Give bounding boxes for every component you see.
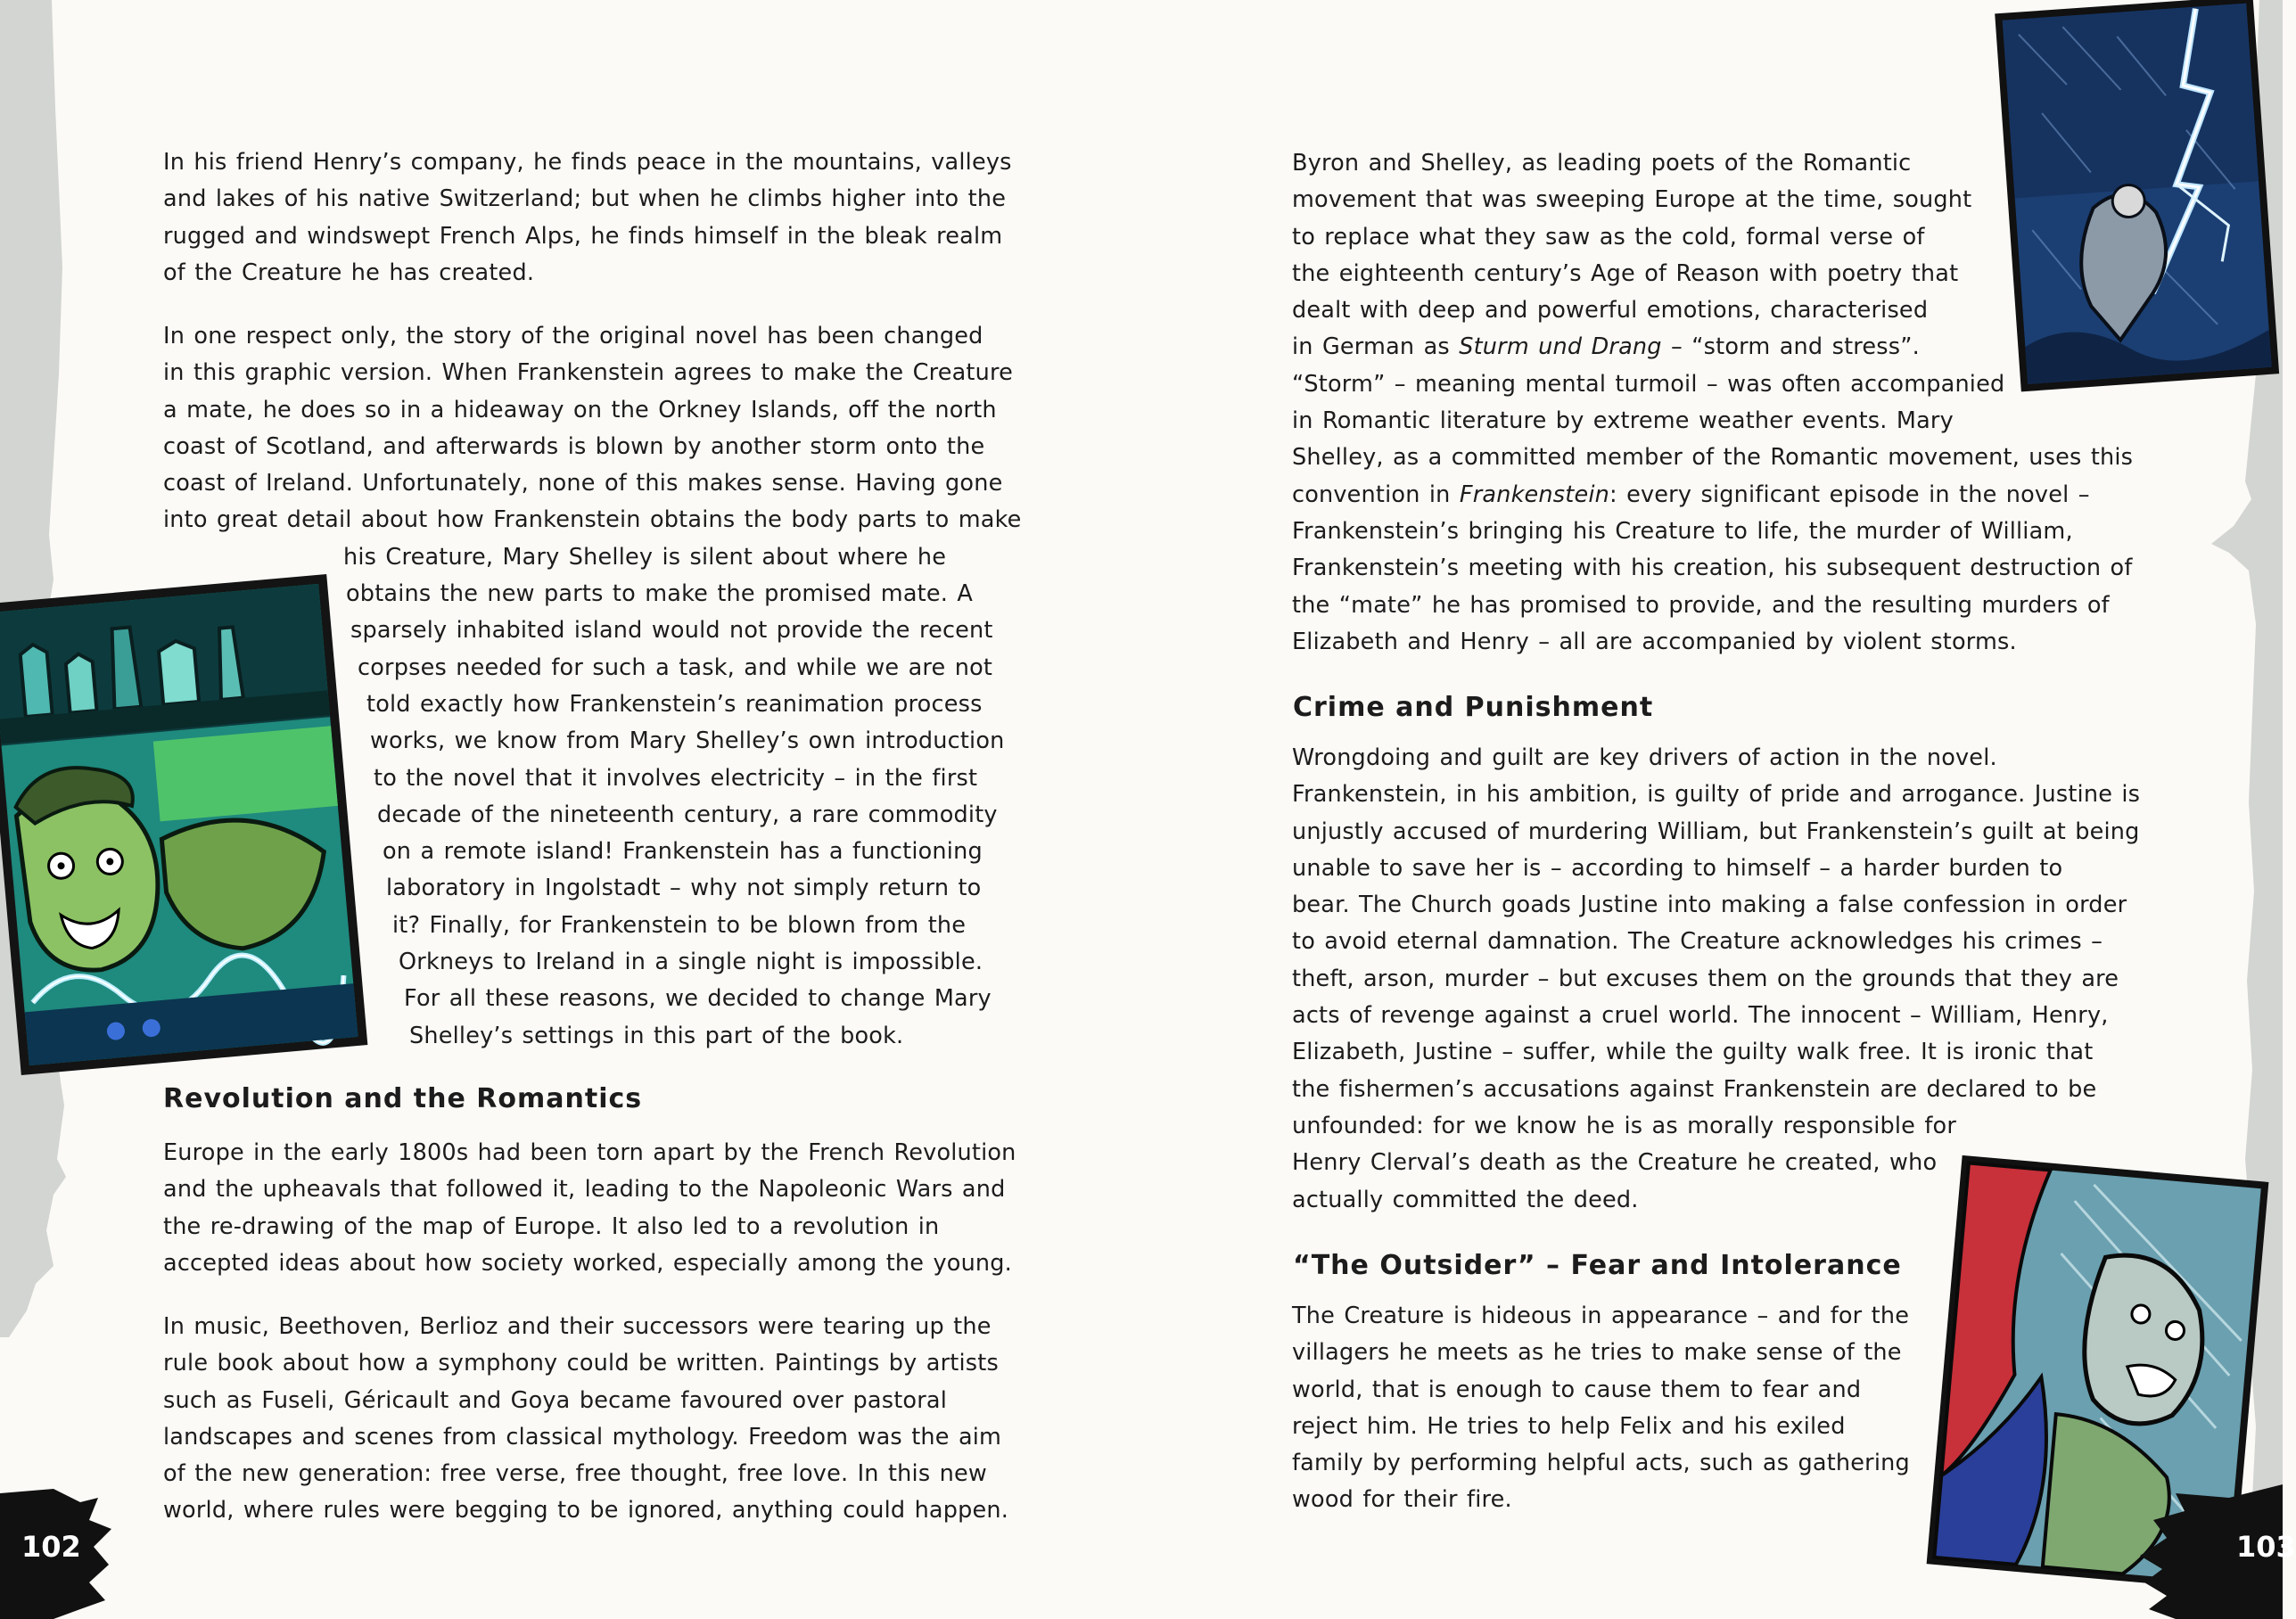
text-line: coast of Ireland. Unfortunately, none of this makes sense. Having gone (163, 470, 1003, 497)
text-line: Wrongdoing and guilt are key drivers of action in the novel. (1292, 744, 1997, 771)
text-fragment: convention in (1292, 481, 1460, 508)
text-line: “Storm” – meaning mental turmoil – was often accompanied (1292, 370, 2005, 398)
text-line: a mate, he does so in a hideaway on the Orkney Islands, off the north (163, 396, 997, 423)
text-line: the fishermen’s accusations against Frankenstein are declared to be (1292, 1075, 2097, 1103)
text-line: unjustly accused of murdering William, but Frankenstein’s guilt at being (1292, 818, 2140, 845)
text-line: world, that is enough to cause them to fear and (1292, 1376, 1862, 1403)
text-line: works, we know from Mary Shelley’s own introduction (370, 727, 1005, 755)
text-line: movement that was sweeping Europe at the time, sought (1292, 186, 1972, 214)
text-line: rugged and windswept French Alps, he finds himself in the bleak realm (163, 222, 1003, 250)
text-line: rule book about how a symphony could be written. Paintings by artists (163, 1350, 999, 1377)
text-line: Frankenstein’s bringing his Creature to life, the murder of William, (1292, 517, 2073, 545)
text-line (1292, 329, 2133, 366)
italic-term: Sturm und Drang (1459, 333, 1662, 361)
heading-outsider: “The Outsider” – Fear and Intolerance (1293, 1250, 1902, 1281)
text-line: to the novel that it involves electricity – in the first (374, 764, 978, 792)
right-page (1141, 0, 2296, 1619)
text-line: unfounded: for we know he is as morally responsible for (1292, 1112, 1957, 1139)
text-line: In music, Beethoven, Berlioz and their successors were tearing up the (163, 1313, 992, 1340)
text-line: acts of revenge against a cruel world. The innocent – William, Henry, (1292, 1002, 2109, 1030)
text-line: accepted ideas about how society worked, especially among the young. (163, 1249, 1012, 1277)
text-line: of the Creature he has created. (163, 259, 535, 286)
text-fragment: – “storm and stress”. (1661, 333, 1920, 361)
text-line: corpses needed for such a task, and while we are not (358, 653, 993, 681)
text-line: in Romantic literature by extreme weather events. Mary (1292, 407, 1954, 435)
italic-title: Frankenstein (1459, 481, 1610, 508)
text-line: Orkneys to Ireland in a single night is impossible. (399, 949, 983, 976)
text-line: the “mate” he has promised to provide, and the resulting murders of (1292, 591, 2110, 619)
text-line: Frankenstein, in his ambition, is guilty of pride and arrogance. Justine is (1292, 781, 2141, 809)
text-line: and the upheavals that followed it, leading to the Napoleonic Wars and (163, 1176, 1006, 1204)
text-line: Shelley, as a committed member of the Romantic movement, uses this (1292, 444, 2134, 472)
text-line: actually committed the deed. (1292, 1186, 1639, 1213)
text-line: and lakes of his native Switzerland; but when he climbs higher into the (163, 185, 1007, 213)
text-line: coast of Scotland, and afterwards is blown by another storm onto the (163, 432, 985, 460)
paragraph-music (163, 1309, 1008, 1530)
text-fragment: in German as (1292, 333, 1460, 361)
text-line: family by performing helpful acts, such as gathering (1292, 1450, 1910, 1477)
text-line: to avoid eternal damnation. The Creature acknowledges his crimes – (1292, 928, 2103, 956)
frankenstein-lab-illustration (0, 571, 366, 1079)
page-number-right: 103 (2236, 1530, 2296, 1564)
paragraph-intro (163, 144, 1012, 292)
text-line: Shelley’s settings in this part of the book. (409, 1022, 904, 1049)
text-line: dealt with deep and powerful emotions, characterised (1292, 297, 1929, 325)
heading-revolution: Revolution and the Romantics (163, 1083, 643, 1114)
text-line: Europe in the early 1800s had been torn apart by the French Revolution (163, 1139, 1016, 1166)
text-line: In one respect only, the story of the original novel has been changed (163, 323, 983, 349)
text-line: The Creature is hideous in appearance – and for the (1292, 1303, 1910, 1329)
text-line: sparsely inhabited island would not provide the recent (350, 617, 993, 645)
text-line: laboratory in Ingolstadt – why not simply return to (386, 875, 982, 902)
text-line: on a remote island! Frankenstein has a functioning (383, 838, 983, 866)
text-line: into great detail about how Frankenstein obtains the body parts to make (163, 506, 1022, 534)
paragraph-byron-shelley (1292, 145, 2133, 661)
text-line: in this graphic version. When Frankenstein agrees to make the Creature (163, 359, 1013, 387)
text-line: obtains the new parts to make the promised mate. A (346, 580, 973, 608)
text-line: landscapes and scenes from classical mythology. Freedom was the aim (163, 1423, 1002, 1451)
paragraph-crime (1292, 740, 2140, 1219)
text-line: In his friend Henry’s company, he finds peace in the mountains, valleys (163, 149, 1012, 176)
text-line: his Creature, Mary Shelley is silent about where he (343, 543, 947, 571)
text-line: decade of the nineteenth century, a rare commodity (377, 801, 998, 828)
text-line (1292, 477, 2133, 514)
text-line: For all these reasons, we decided to change Mary (404, 985, 992, 1013)
text-line: reject him. He tries to help Felix and his exiled (1292, 1412, 1846, 1440)
text-line: bear. The Church goads Justine into making a false confession in order (1292, 892, 2127, 919)
text-line: wood for their fire. (1292, 1486, 1512, 1514)
text-fragment: : every significant episode in the novel – (1609, 481, 2090, 508)
text-line: theft, arson, murder – but excuses them on the grounds that they are (1292, 965, 2119, 992)
page-number-left: 102 (21, 1530, 81, 1564)
text-line: such as Fuseli, Géricault and Goya became favoured over pastoral (163, 1386, 947, 1414)
paragraph-europe (163, 1135, 1016, 1282)
text-line: Elizabeth and Henry – all are accompanied by violent storms. (1292, 628, 2017, 655)
text-line: the eighteenth century’s Age of Reason with poetry that (1292, 259, 1959, 287)
heading-crime: Crime and Punishment (1293, 692, 1654, 723)
paragraph-outsider (1292, 1298, 1910, 1519)
text-line: Henry Clerval’s death as the Creature he created, who (1292, 1149, 1938, 1177)
text-line: Elizabeth, Justine – suffer, while the guilty walk free. It is ironic that (1292, 1039, 2094, 1066)
text-line: the re-drawing of the map of Europe. It also led to a revolution in (163, 1212, 940, 1240)
text-line: world, where rules were begging to be ignored, anything could happen. (163, 1497, 1009, 1524)
text-line: unable to save her is – according to himself – a harder burden to (1292, 854, 2063, 882)
text-line: it? Finally, for Frankenstein to be blown from the (392, 911, 967, 939)
text-line: Byron and Shelley, as leading poets of the Romantic (1292, 150, 1912, 177)
text-line: to replace what they saw as the cold, formal verse of (1292, 223, 1925, 251)
left-page (0, 0, 1141, 1619)
text-line: villagers he meets as he tries to make sense of the (1292, 1339, 1902, 1367)
text-line: of the new generation: free verse, free thought, free love. In this new (163, 1460, 987, 1488)
text-line: told exactly how Frankenstein’s reanimation process (366, 690, 983, 718)
text-line: Frankenstein’s meeting with his creation, his subsequent destruction of (1292, 555, 2133, 582)
